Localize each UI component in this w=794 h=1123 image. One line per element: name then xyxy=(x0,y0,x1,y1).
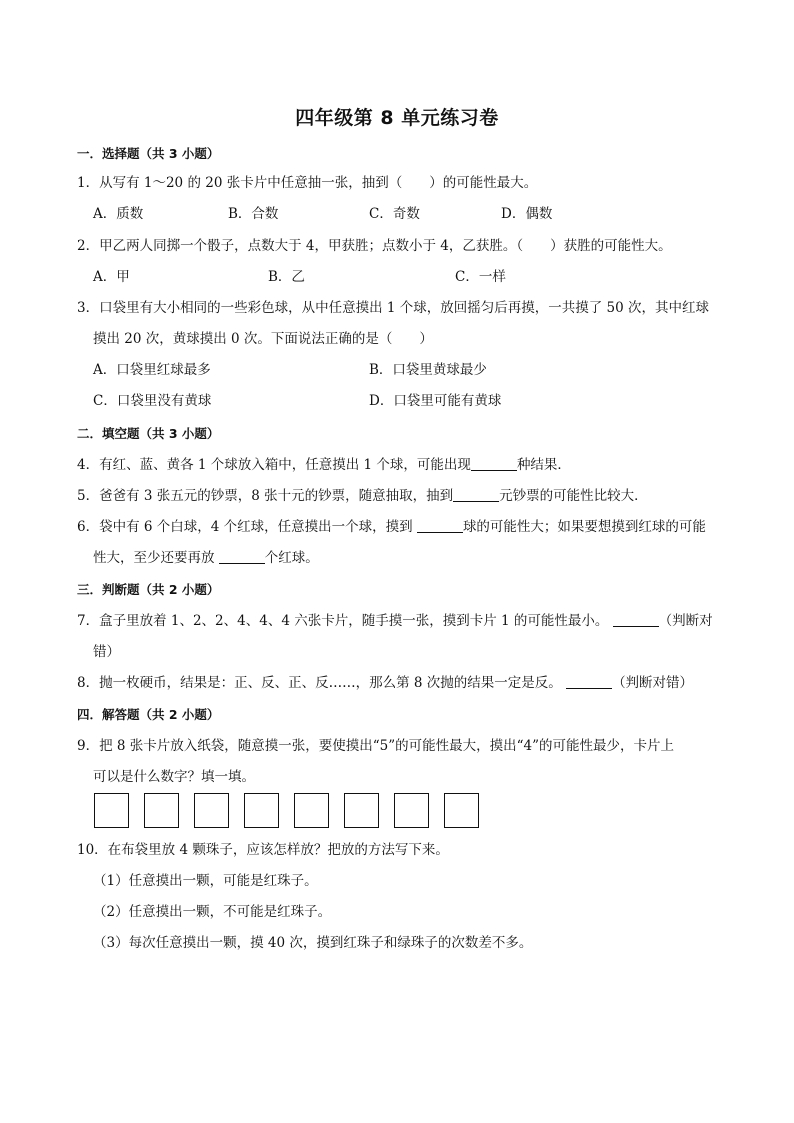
question-8 xyxy=(77,673,693,693)
q4-text-after: 种结果． xyxy=(516,457,571,473)
q9-card-box-5[interactable] xyxy=(294,793,329,828)
section-heading-judge: 三．判断题（共 2 小题） xyxy=(77,582,220,597)
q5-text-after: 元钞票的可能性比较大． xyxy=(499,488,648,504)
q8-answer-blank[interactable] xyxy=(566,674,612,689)
q7-text-after: （判断对 xyxy=(658,613,713,629)
question-10-text: 10．在布袋里放 4 颗珠子，应该怎样放？把放的方法写下来。 xyxy=(77,842,449,858)
question-3-line-2: 摸出 20 次，黄球摸出 0 次。下面说法正确的是（ ） xyxy=(93,331,433,347)
q7-answer-blank[interactable] xyxy=(613,612,659,627)
q1-option-a: A．质数 xyxy=(93,206,144,222)
section-heading-solve: 四．解答题（共 2 小题） xyxy=(77,707,220,722)
page-title: 四年级第 8 单元练习卷 xyxy=(295,107,499,129)
q6-line2-before: 性大，至少还要再放 xyxy=(93,550,219,566)
q6-text-middle: 球的可能性大；如果要想摸到红球的可能 xyxy=(462,519,706,535)
q6-text-before: 6．袋中有 6 个白球，4 个红球，任意摸出一个球，摸到 xyxy=(77,519,417,535)
q10-item-1: （1）任意摸出一颗，可能是红珠子。 xyxy=(93,873,318,889)
section-heading-fill: 二．填空题（共 3 小题） xyxy=(77,426,220,441)
question-1-text: 1．从写有 1～20 的 20 张卡片中任意抽一张，抽到（ ）的可能性最大。 xyxy=(77,175,538,191)
question-6-line-2 xyxy=(93,548,319,568)
q9-card-box-2[interactable] xyxy=(144,793,179,828)
q10-item-3: （3）每次任意摸出一颗，摸 40 次，摸到红珠子和绿珠子的次数差不多。 xyxy=(93,935,533,951)
question-3-line-1: 3．口袋里有大小相同的一些彩色球，从中任意摸出 1 个球，放回摇匀后再摸，一共摸了 50 次，其中红球 xyxy=(77,300,710,316)
q9-card-box-6[interactable] xyxy=(344,793,379,828)
q1-option-d: D．偶数 xyxy=(501,206,553,222)
q2-option-b: B．乙 xyxy=(268,269,305,285)
q8-text-after: （判断对错） xyxy=(612,675,694,691)
q5-answer-blank[interactable] xyxy=(453,487,499,502)
q8-text-before: 8．抛一枚硬币，结果是：正、反、正、反……，那么第 8 次抛的结果一定是反。 xyxy=(77,675,567,691)
q9-card-box-3[interactable] xyxy=(194,793,229,828)
q9-card-box-1[interactable] xyxy=(94,793,129,828)
q4-text-before: 4．有红、蓝、黄各 1 个球放入箱中，任意摸出 1 个球，可能出现 xyxy=(77,457,471,473)
q2-option-c: C．一样 xyxy=(455,269,506,285)
q3-option-c: C．口袋里没有黄球 xyxy=(93,393,212,409)
question-4 xyxy=(77,455,571,475)
q7-text-before: 7．盒子里放着 1、2、2、4、4、4 六张卡片，随手摸一张，摸到卡片 1 的可能性最小。 xyxy=(77,613,613,629)
q9-card-box-8[interactable] xyxy=(444,793,479,828)
q1-option-b: B．合数 xyxy=(228,206,279,222)
q4-answer-blank[interactable] xyxy=(471,456,517,471)
question-9-line-2: 可以是什么数字？填一填。 xyxy=(93,769,255,785)
q6-answer-blank-2[interactable] xyxy=(219,549,265,564)
q1-option-c: C．奇数 xyxy=(369,206,420,222)
question-2-text: 2．甲乙两人同掷一个骰子，点数大于 4，甲获胜；点数小于 4，乙获胜。（ ）获胜的可能性大。 xyxy=(77,238,672,254)
q9-card-box-7[interactable] xyxy=(394,793,429,828)
q2-option-a: A．甲 xyxy=(93,269,130,285)
question-5 xyxy=(77,486,648,506)
q10-item-2: （2）任意摸出一颗，不可能是红珠子。 xyxy=(93,904,332,920)
q6-answer-blank-1[interactable] xyxy=(417,518,463,533)
q9-card-box-4[interactable] xyxy=(244,793,279,828)
question-7-line-1 xyxy=(77,611,713,631)
question-6-line-1 xyxy=(77,517,706,537)
q5-text-before: 5．爸爸有 3 张五元的钞票，8 张十元的钞票，随意抽取，抽到 xyxy=(77,488,454,504)
question-7-line-2: 错） xyxy=(93,644,120,660)
q3-option-b: B．口袋里黄球最少 xyxy=(369,362,487,378)
q3-option-a: A．口袋里红球最多 xyxy=(93,362,211,378)
section-heading-choice: 一．选择题（共 3 小题） xyxy=(77,146,220,161)
q6-line2-after: 个红球。 xyxy=(264,550,319,566)
q3-option-d: D．口袋里可能有黄球 xyxy=(369,393,502,409)
question-9-line-1: 9．把 8 张卡片放入纸袋，随意摸一张，要使摸出“5”的可能性最大，摸出“4”的可能性最少，卡片上 xyxy=(77,738,675,754)
